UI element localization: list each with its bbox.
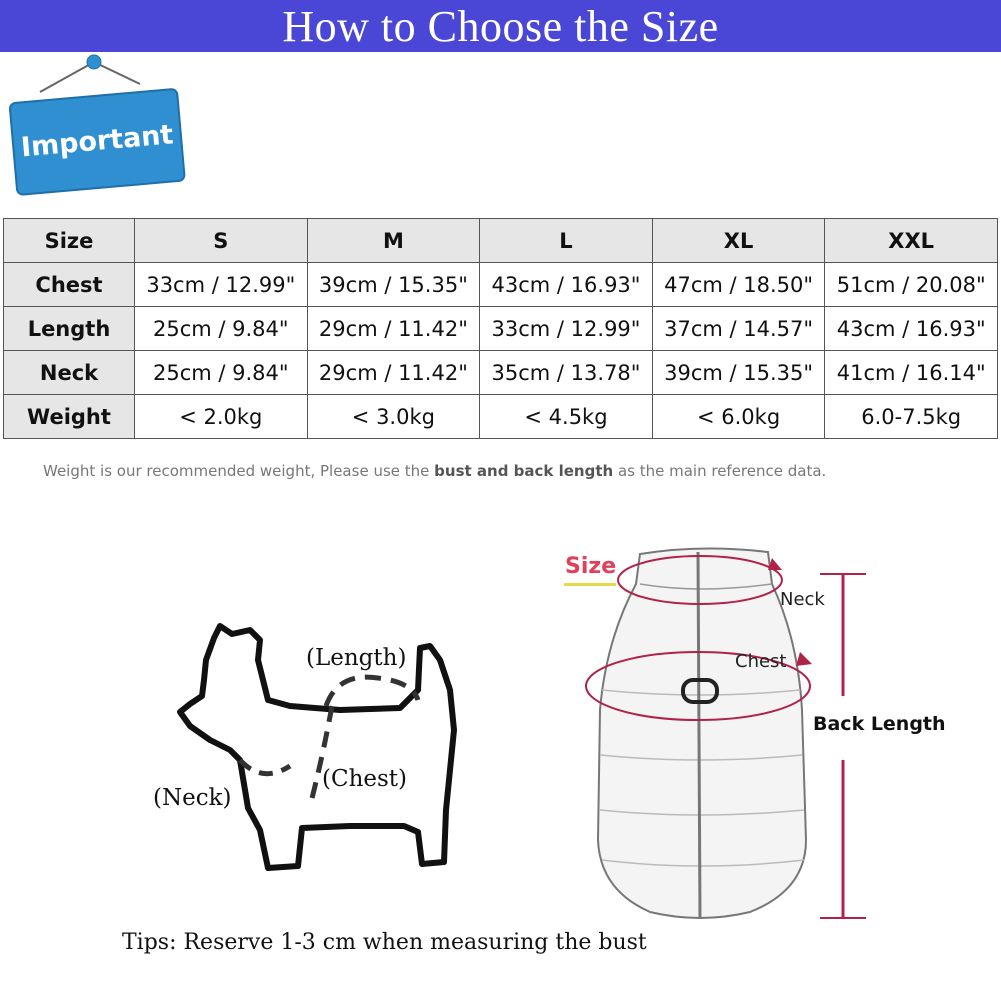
page-title: How to Choose the Size [282, 1, 719, 51]
table-cell: 39cm / 15.35" [652, 351, 825, 395]
important-sign-icon [0, 52, 200, 202]
table-cell: 33cm / 12.99" [135, 263, 308, 307]
note-prefix: Weight is our recommended weight, Please use the [43, 462, 435, 480]
length-label: (Length) [306, 645, 407, 671]
vest-neck-label: Neck [780, 589, 825, 610]
size-table [3, 218, 998, 439]
row-label: Neck [4, 351, 135, 395]
table-cell: 47cm / 18.50" [652, 263, 825, 307]
table-row [4, 263, 998, 307]
table-cell: 25cm / 9.84" [135, 351, 308, 395]
table-cell: 43cm / 16.93" [480, 263, 653, 307]
header-cell: M [307, 219, 480, 263]
table-cell: 43cm / 16.93" [825, 307, 998, 351]
table-cell: 33cm / 12.99" [480, 307, 653, 351]
back-length-label: Back Length [813, 713, 946, 735]
table-cell: 37cm / 14.57" [652, 307, 825, 351]
note-suffix: as the main reference data. [613, 462, 827, 480]
size-underline [564, 583, 616, 586]
table-header-row [4, 219, 998, 263]
table-cell: 41cm / 16.14" [825, 351, 998, 395]
important-badge [0, 52, 200, 202]
size-heading: Size [565, 554, 617, 579]
row-label: Length [4, 307, 135, 351]
row-label: Weight [4, 395, 135, 439]
table-cell: < 3.0kg [307, 395, 480, 439]
vest-chest-label: Chest [735, 651, 787, 672]
header-cell: Size [4, 219, 135, 263]
vest-illustration [550, 540, 890, 930]
table-cell: 6.0-7.5kg [825, 395, 998, 439]
note-bold: bust and back length [434, 462, 614, 480]
badge-label: Important [19, 119, 175, 164]
table-cell: < 6.0kg [652, 395, 825, 439]
table-cell: 29cm / 11.42" [307, 351, 480, 395]
chest-label: (Chest) [322, 766, 408, 792]
header-cell: XXL [825, 219, 998, 263]
header-cell: XL [652, 219, 825, 263]
reference-note [43, 462, 826, 480]
table-cell: < 4.5kg [480, 395, 653, 439]
table-row [4, 395, 998, 439]
header-cell: L [480, 219, 653, 263]
table-row [4, 307, 998, 351]
header-cell: S [135, 219, 308, 263]
neck-label: (Neck) [153, 785, 232, 811]
tips-text: Tips: Reserve 1-3 cm when measuring the bust [122, 930, 647, 955]
row-label: Chest [4, 263, 135, 307]
table-cell: < 2.0kg [135, 395, 308, 439]
table-cell: 29cm / 11.42" [307, 307, 480, 351]
table-cell: 25cm / 9.84" [135, 307, 308, 351]
table-cell: 39cm / 15.35" [307, 263, 480, 307]
dog-outline-illustration [150, 600, 470, 880]
table-cell: 35cm / 13.78" [480, 351, 653, 395]
table-cell: 51cm / 20.08" [825, 263, 998, 307]
header-bar [0, 0, 1001, 52]
table-row [4, 351, 998, 395]
